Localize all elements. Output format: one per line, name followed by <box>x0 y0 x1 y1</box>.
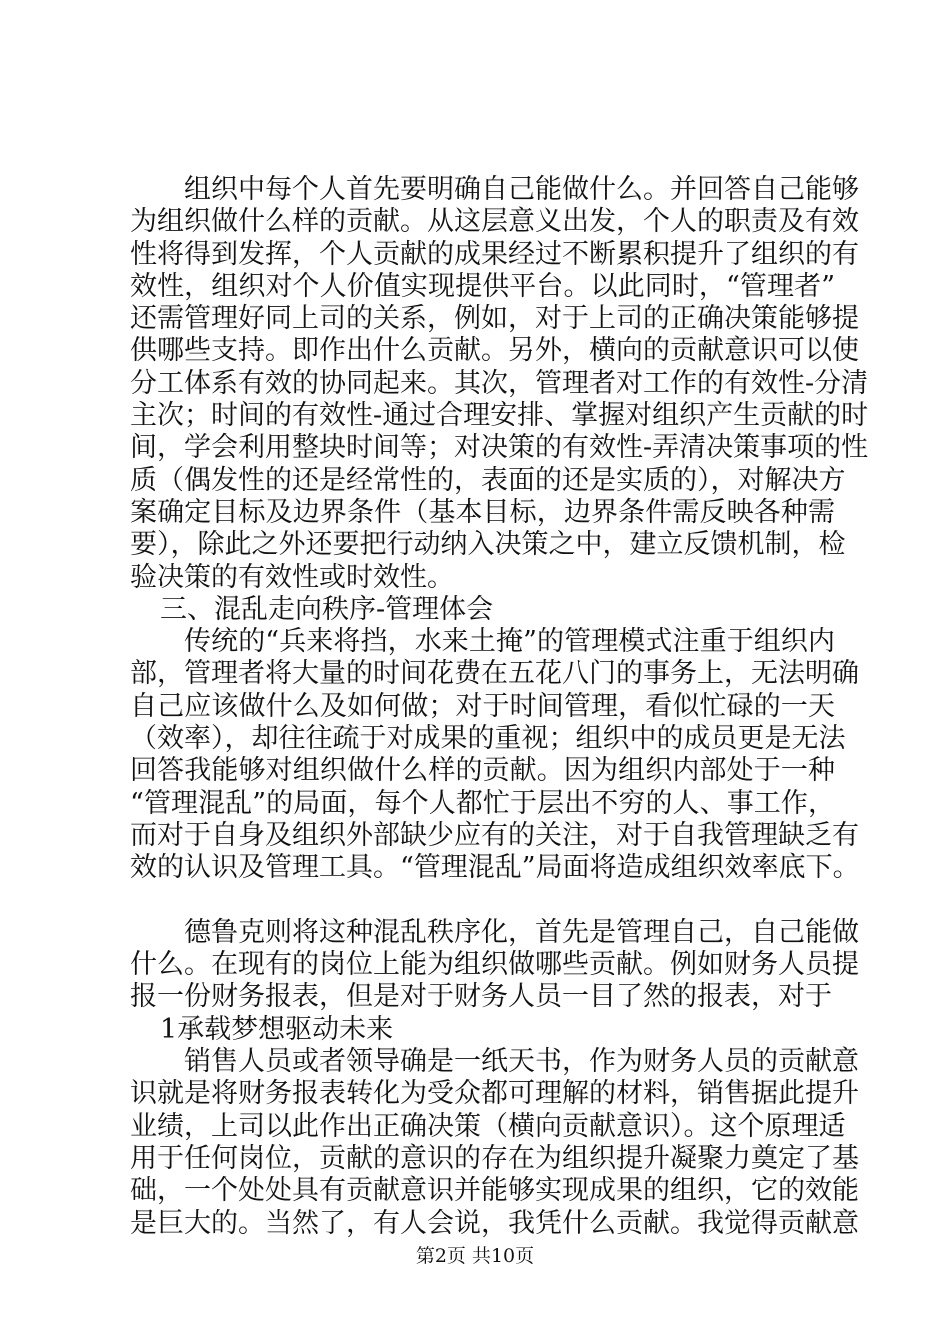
paragraph-line: 报一份财务报表，但是对于财务人员一目了然的报表，对于 <box>130 981 832 1013</box>
blank-line <box>130 885 835 917</box>
paragraph-line: 用于任何岗位，贡献的意识的存在为组织提升凝聚力奠定了基 <box>130 1142 859 1174</box>
paragraph-line: 要），除此之外还要把行动纳入决策之中，建立反馈机制，检 <box>130 529 846 561</box>
document-body <box>130 174 869 1240</box>
paragraph-line: 自己应该做什么及如何做；对于时间管理，看似忙碌的一天 <box>130 690 835 722</box>
paragraph-line: 验决策的有效性或时效性。 <box>130 561 454 593</box>
paragraph-line: 性将得到发挥，个人贡献的成果经过不断累积提升了组织的有 <box>130 238 859 270</box>
paragraph-line: 业绩，上司以此作出正确决策（横向贡献意识）。这个原理适 <box>130 1110 846 1142</box>
paragraph-line: “管理混乱”的局面，每个人都忙于层出不穷的人、事工作， <box>130 787 835 819</box>
paragraph-line: 销售人员或者领导确是一纸天书，作为财务人员的贡献意 <box>184 1046 859 1078</box>
paragraph-line: 础，一个处处具有贡献意识并能够实现成果的组织，它的效能 <box>130 1175 859 1207</box>
section-heading-line: 1承载梦想驱动未来 <box>160 1013 394 1045</box>
paragraph-line: 组织中每个人首先要明确自己能做什么。并回答自己能够 <box>184 174 859 205</box>
paragraph-line: 主次；时间的有效性-通过合理安排、掌握对组织产生贡献的时 <box>130 400 869 432</box>
page-footer: 第2页 共10页 <box>415 1245 535 1267</box>
paragraph-line: 案确定目标及边界条件（基本目标，边界条件需反映各种需 <box>130 496 835 528</box>
paragraph-line: 供哪些支持。即作出什么贡献。另外，横向的贡献意识可以使 <box>130 335 859 367</box>
paragraph-line: （效率），却往往疏于对成果的重视；组织中的成员更是无法 <box>130 723 846 755</box>
paragraph-line: 什么。在现有的岗位上能为组织做哪些贡献。例如财务人员提 <box>130 949 859 981</box>
paragraph-line: 德鲁克则将这种混乱秩序化，首先是管理自己，自己能做 <box>184 916 859 948</box>
paragraph-line: 效性，组织对个人价值实现提供平台。以此同时，“管理者” <box>130 270 835 302</box>
paragraph-line: 效的认识及管理工具。“管理混乱”局面将造成组织效率底下。 <box>130 852 860 884</box>
paragraph-line: 传统的“兵来将挡，水来土掩”的管理模式注重于组织内 <box>184 626 835 658</box>
paragraph-line: 分工体系有效的协同起来。其次，管理者对工作的有效性-分清 <box>130 367 869 399</box>
paragraph-line: 部，管理者将大量的时间花费在五花八门的事务上，无法明确 <box>130 658 859 690</box>
paragraph-line: 为组织做什么样的贡献。从这层意义出发，个人的职责及有效 <box>130 206 859 238</box>
paragraph-line: 间，学会利用整块时间等；对决策的有效性-弄清决策事项的性 <box>130 432 869 464</box>
paragraph-line: 回答我能够对组织做什么样的贡献。因为组织内部处于一种 <box>130 755 835 787</box>
paragraph-line: 而对于自身及组织外部缺少应有的关注，对于自我管理缺乏有 <box>130 819 859 851</box>
paragraph-line: 是巨大的。当然了，有人会说，我凭什么贡献。我觉得贡献意 <box>130 1207 859 1239</box>
section-heading-line: 三、混乱走向秩序-管理体会 <box>160 593 494 625</box>
paragraph-line: 识就是将财务报表转化为受众都可理解的材料，销售据此提升 <box>130 1078 859 1110</box>
paragraph-line: 质（偶发性的还是经常性的，表面的还是实质的），对解决方 <box>130 464 846 496</box>
paragraph-line: 还需管理好同上司的关系，例如，对于上司的正确决策能够提 <box>130 303 859 335</box>
